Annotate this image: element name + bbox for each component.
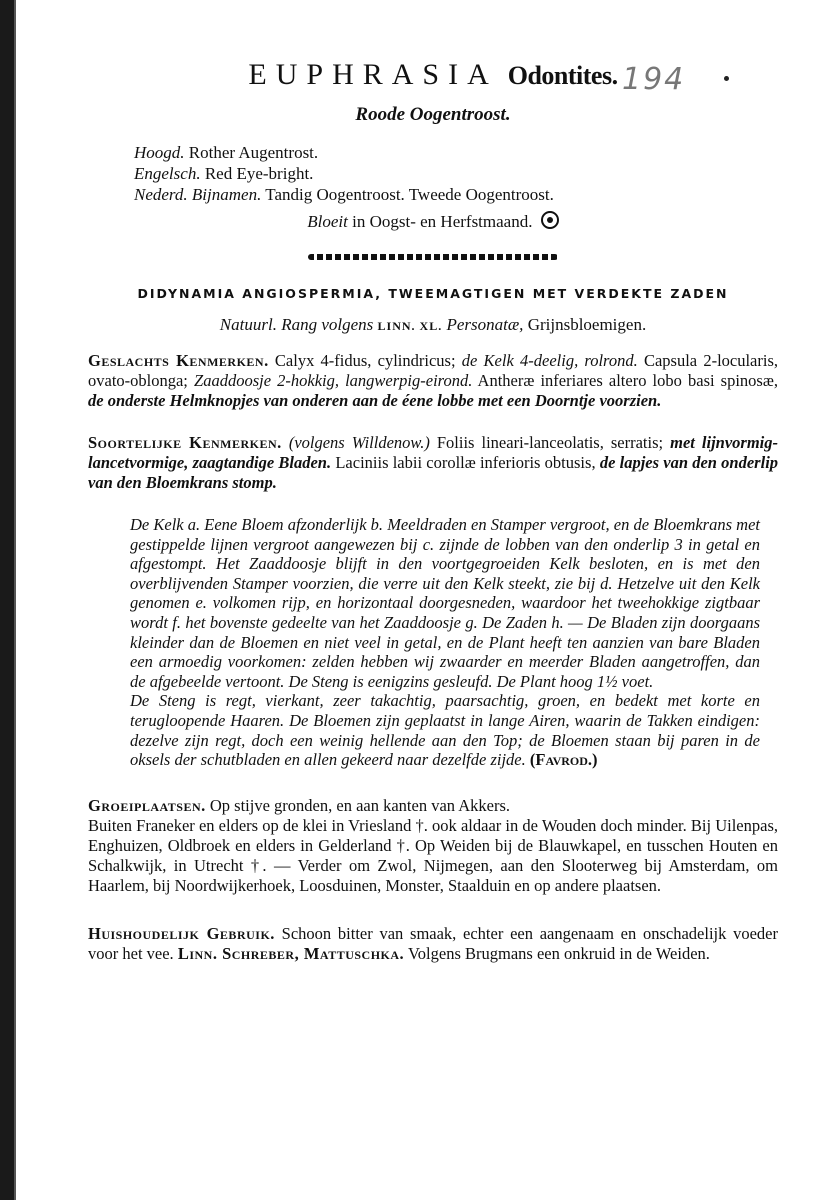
species-title: Odontites. xyxy=(507,61,618,90)
name-lang: Nederd. Bijnamen. xyxy=(134,185,262,204)
section-label: Geslachts Kenmerken. xyxy=(88,351,269,370)
bloei-text: in Oogst- en Herfstmaand. xyxy=(352,212,533,231)
name-lang: Hoogd. xyxy=(134,143,185,162)
habitat-first-line xyxy=(88,796,778,816)
class-heading: DIDYNAMIA ANGIOSPERMIA, TWEEMAGTIGEN MET VERDEKTE ZADEN xyxy=(137,286,729,301)
vernacular-names xyxy=(134,142,778,205)
dutch-name: Roode Oogentroost. xyxy=(355,104,511,125)
section-label: Huishoudelijk Gebruik. xyxy=(88,923,275,943)
description-paragraph-2 xyxy=(130,691,760,769)
annual-symbol-icon xyxy=(541,211,559,229)
rang-lead: Natuurl. Rang volgens xyxy=(219,315,374,334)
description-text: De Steng is regt, vierkant, zeer takachtig, paarsachtig, groen, en bedekt met korte en terugloopende Haaren. De Bloemen zijn geplaatst in lange Airen, waarin de Takken eindigen: dezelve zijn regt, doch een weinig hellende aan den Top; de Bloemen staan bij paren in de oksels der schutbladen en allen gekeerd naar dezelfde zijde. xyxy=(130,691,760,770)
scan-edge xyxy=(0,0,14,1200)
document-page xyxy=(88,58,778,964)
section-label: Soortelijke Kenmerken. xyxy=(88,433,282,452)
description-paragraph: De Kelk a. Eene Bloem afzonderlijk b. Meeldraden en Stamper vergroot, en de Bloemkrans met gestippelde lijnen vergroot aangewezen bij c. zijnde de lobben van den onderlip 3 in getal en afgestompt. Het Zaaddoosje blijft in den voortgegroeiden Kelk besloten, en is met den overblijvenden Stamper voorzien, die verre uit den Kelk steekt, zie bij d. Hetzelve uit den Kelk genomen e. volkomen rijp, en horizontaal doorgesneden, waardoor het tweehokkige zigtbaar wordt f. het bovenste gedeelte van het Zaaddoosje g. De Zaden h. — De Bladen zijn doorgaans kleinder dan de Bloemen en niet veel in getal, en de Plant heeft ten aanzien van bare Bladen een armoedig voorkomen: zelden hebben wij zwaarder en meerder Bladen aangetroffen, dan de afgebeelde vertoont. De Steng is eenigzins gesleufd. De Plant hoog 1½ voet. xyxy=(130,515,760,691)
household-use xyxy=(88,924,778,964)
dutch-text: met lijnvormig-lancetvormige, zaagtandige Bladen. xyxy=(88,433,779,472)
source-ref: (volgens Willdenow.) xyxy=(288,433,430,452)
species-characters xyxy=(88,433,778,493)
authors: Linn. Schreber, Mattuschka. xyxy=(177,943,405,963)
name-row-nederd xyxy=(134,184,778,205)
name-lang: Engelsch. xyxy=(134,164,201,183)
genus-characters xyxy=(88,351,778,411)
rang-order: Personatæ, xyxy=(446,315,524,334)
dutch-text: de onderste Helmknopjes van onderen aan de éene lobbe met een Doorntje voorzien. xyxy=(88,391,662,410)
latin-text: Antheræ inferiares altero lobo basi spinosæ, xyxy=(477,371,778,390)
habitat-text: Buiten Franeker en elders op de klei in Vriesland †. ook aldaar in de Wouden doch minder. Bij Uilenpas, Enghuizen, Oldbroek en elders in Gelderland †. Op Weiden bij de Blauwkapel, en tusschen Houten en Schalkwijk, in Utrecht †. — Verder om Zwol, Nijmegen, aan den Slooterweg bij Amsterdam, om Haarlem, bij Noordwijkerhoek, Loosduinen, Monster, Staalduin en op andere plaatsen. xyxy=(88,815,778,895)
latin-text: Laciniis labii corollæ inferioris obtusis, xyxy=(335,453,596,472)
credit: (Favrod.) xyxy=(529,750,598,770)
page-number: 194 xyxy=(622,62,686,97)
use-text: Schoon bitter van smaak, echter een aangenaam en onschadelijk voeder voor het vee. xyxy=(88,923,778,963)
latin-text: Calyx 4-fidus, cylindricus; xyxy=(274,351,456,370)
natural-rank xyxy=(88,315,778,335)
dutch-text: de Kelk 4-deelig, rolrond. xyxy=(461,351,638,370)
title-row xyxy=(88,58,778,102)
habitat-intro: Op stijve gronden, en aan kanten van Akkers. xyxy=(209,795,511,815)
scan-edge-line xyxy=(14,0,16,1200)
name-row-hoogd xyxy=(134,142,778,163)
genus-title: EUPHRASIA xyxy=(248,58,498,91)
name-value: Tandig Oogentroost. Tweede Oogentroost. xyxy=(265,185,554,204)
ornament-divider xyxy=(308,254,558,260)
name-value: Rother Augentrost. xyxy=(188,143,319,162)
name-value: Red Eye-bright. xyxy=(204,164,314,183)
latin-text: Foliis lineari-lanceolatis, serratis; xyxy=(436,433,664,452)
dutch-text: Zaaddoosje 2-hokkig, langwerpig-eirond. xyxy=(194,371,473,390)
plate-description xyxy=(130,515,760,770)
use-tail: Volgens Brugmans een onkruid in de Weiden. xyxy=(408,943,710,963)
latin-text: Capsula 2-locularis, ovato-oblonga; xyxy=(88,351,779,390)
rang-tail: Grijnsbloemigen. xyxy=(527,315,647,334)
bloei-label: Bloeit xyxy=(307,212,348,231)
rang-author: LINN. XL. xyxy=(377,319,443,333)
dutch-text: de lapjes van den onderlip van den Bloemkrans stomp. xyxy=(88,453,779,492)
name-row-engelsch xyxy=(134,163,778,184)
flowering-line xyxy=(88,211,778,232)
habitat-section xyxy=(88,796,778,896)
section-label: Groeiplaatsen. xyxy=(88,795,206,815)
